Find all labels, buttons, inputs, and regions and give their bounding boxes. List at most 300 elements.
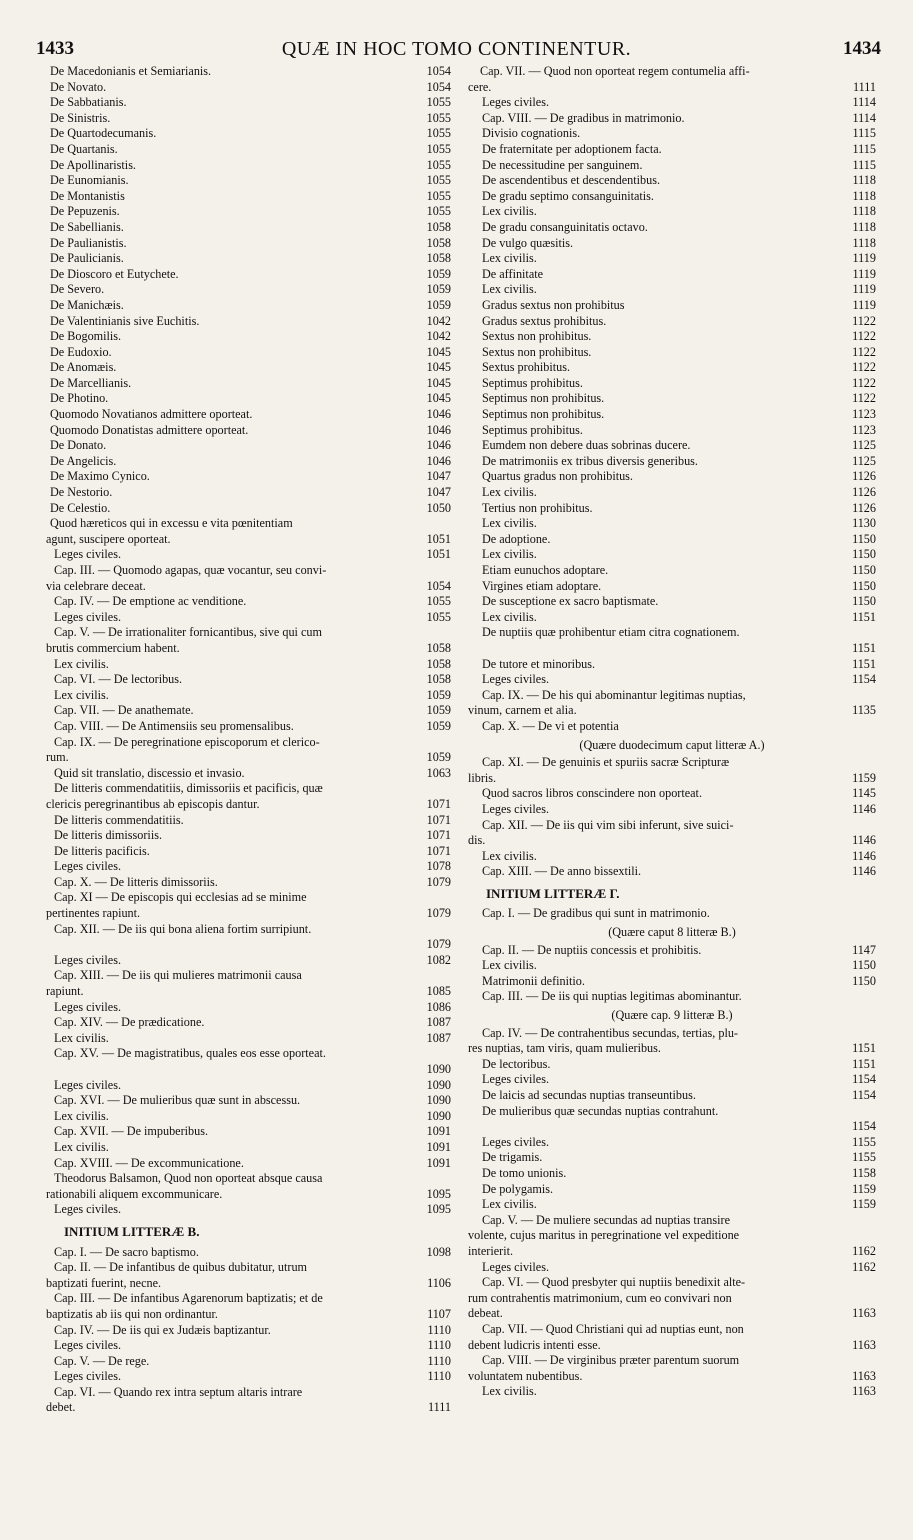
index-entry (46, 158, 451, 174)
column-number: 1150 (852, 547, 876, 562)
column-number: 1058 (426, 235, 451, 250)
index-entry (46, 454, 451, 470)
index-entry (468, 719, 876, 735)
entry-text: Cap. II. — De nuptiis concessis et prohibitis. (482, 942, 702, 957)
entry-text: rum contrahentis matrimonium, cum eo convivari non (468, 1290, 732, 1305)
column-number: 1114 (852, 110, 876, 125)
index-entry (46, 298, 451, 314)
column-number: 1125 (852, 453, 876, 468)
column-number: 1059 (426, 703, 451, 718)
index-entry (468, 943, 876, 959)
index-entry (468, 579, 876, 595)
index-entry (468, 703, 876, 719)
entry-text: De Sinistris. (50, 110, 111, 125)
index-entry (468, 1166, 876, 1182)
index-entry (46, 1109, 451, 1125)
entry-text: Septimus non prohibitus. (482, 391, 605, 406)
entry-text: De Macedonianis et Semiarianis. (50, 64, 212, 78)
index-entry (468, 1182, 876, 1198)
column-number: 1058 (426, 640, 451, 655)
entry-text: Cap. IV. — De contrahentibus secundas, tertias, plu- (482, 1025, 738, 1040)
column-number: 1122 (852, 360, 876, 375)
index-entry (46, 563, 451, 579)
column-number: 1119 (852, 297, 876, 312)
entry-text: res nuptias, tam viris, quam mulieribus. (468, 1041, 661, 1056)
index-entry (46, 797, 451, 813)
index-entry (468, 906, 876, 922)
entry-text: Cap. III. — De infantibus Agarenorum baptizatis; et de (54, 1291, 323, 1306)
index-entry (46, 204, 451, 220)
index-entry (46, 906, 451, 922)
column-number: 1055 (426, 141, 451, 156)
index-entry (468, 625, 876, 641)
entry-text: Eumdem non debere duas sobrinas ducere. (482, 438, 691, 453)
column-number: 1154 (852, 1072, 876, 1087)
entry-text: De fraternitate per adoptionem facta. (482, 141, 662, 156)
index-entry (468, 1306, 876, 1322)
entry-text: De Quartodecumanis. (50, 126, 157, 141)
column-number: 1122 (852, 329, 876, 344)
entry-text: Cap. VIII. — De virginibus præter parentum suorum (482, 1353, 740, 1368)
entry-text: De nuptiis quæ prohibentur etiam citra cognationem. (482, 625, 740, 640)
index-entry (46, 657, 451, 673)
index-entry (46, 828, 451, 844)
index-entry (468, 771, 876, 787)
column-number: 1115 (852, 126, 876, 141)
column-number: 1145 (852, 786, 876, 801)
entry-text: Lex civilis. (482, 848, 537, 863)
entry-text: dis. (468, 833, 486, 848)
index-entry (46, 1202, 451, 1218)
column-number: 1071 (426, 796, 451, 811)
entry-text: Quartus gradus non prohibitus. (482, 469, 633, 484)
column-number: 1045 (426, 391, 451, 406)
column-number: 1118 (852, 235, 876, 250)
entry-text: Leges civiles. (54, 999, 122, 1014)
entry-text: Sextus non prohibitus. (482, 329, 592, 344)
column-number: 1151 (852, 1056, 876, 1071)
entry-text: Gradus sextus non prohibitus (482, 297, 625, 312)
entry-text: De Nestorio. (50, 485, 113, 500)
entry-text: Cap. VIII. — De Antimensiis seu promensalibus. (54, 718, 294, 733)
column-number: 1146 (852, 848, 876, 863)
column-number: 1110 (427, 1353, 451, 1368)
index-entry (46, 703, 451, 719)
index-entry (46, 1245, 451, 1261)
index-entry (468, 1088, 876, 1104)
entry-text: Leges civiles. (482, 672, 550, 687)
index-entry (46, 407, 451, 423)
entry-text: De Angelicis. (50, 453, 117, 468)
entry-text: Cap. VI. — Quod presbyter qui nuptiis benedixit alte- (482, 1275, 746, 1290)
entry-text: De matrimoniis ex tribus diversis generibus. (482, 453, 698, 468)
index-entry (468, 1244, 876, 1260)
entry-text: Cap. XI. — De genuinis et spuriis sacræ Scripturæ (482, 755, 730, 770)
index-entry (46, 859, 451, 875)
index-entry (46, 890, 451, 906)
index-entry (46, 968, 451, 984)
index-entry (468, 864, 876, 880)
index-entry (46, 688, 451, 704)
index-entry (468, 485, 876, 501)
entry-text: Cap. VII. — Quod Christiani qui ad nuptias eunt, non (482, 1321, 744, 1336)
column-number: 1058 (426, 672, 451, 687)
index-entry (46, 189, 451, 205)
column-number: 1058 (426, 219, 451, 234)
entry-text: (Quære caput 8 litteræ B.) (608, 925, 736, 940)
column-number: 1150 (852, 958, 876, 973)
entry-text: Sextus non prohibitus. (482, 344, 592, 359)
entry-text: Leges civiles. (54, 859, 122, 874)
index-entry (468, 282, 876, 298)
entry-text: Septimus non prohibitus. (482, 407, 605, 422)
entry-text: Lex civilis. (54, 1139, 109, 1154)
index-entry (468, 1072, 876, 1088)
entry-text: Lex civilis. (482, 485, 537, 500)
index-entry (468, 111, 876, 127)
index-entry (46, 1078, 451, 1094)
column-number: 1055 (426, 173, 451, 188)
column-number: 1126 (852, 500, 876, 515)
entry-text: Cap. VIII. — De gradibus in matrimonio. (482, 110, 685, 125)
index-entry (46, 1260, 451, 1276)
entry-text: libris. (468, 770, 497, 785)
column-number: 1110 (427, 1369, 451, 1384)
index-entry (468, 438, 876, 454)
column-number: 1071 (426, 828, 451, 843)
entry-text: De laicis ad secundas nuptias transeuntibus. (482, 1088, 696, 1102)
entry-text: Cap. XII. — De iis qui vim sibi inferunt, sive suici- (482, 817, 734, 832)
entry-text: De litteris commendatitiis, dimissoriis et pacificis, quæ (54, 781, 323, 796)
column-number: 1150 (852, 563, 876, 577)
entry-text: Cap. I. — De sacro baptismo. (54, 1244, 199, 1259)
entry-text: Leges civiles. (54, 1202, 122, 1217)
entry-text: INITIUM LITTERÆ Γ. (486, 885, 620, 901)
entry-text: De gradu consanguinitatis octavo. (482, 219, 648, 234)
entry-text: De Eunomianis. (50, 173, 129, 188)
entry-text: De ascendentibus et descendentibus. (482, 173, 661, 188)
column-number: 1046 (426, 438, 451, 453)
index-entry (468, 267, 876, 283)
entry-text: agunt, suscipere oporteat. (46, 531, 171, 546)
entry-text: De Severo. (50, 282, 105, 297)
page-number-right: 1434 (843, 38, 881, 59)
column-number: 1095 (426, 1186, 451, 1201)
column-number: 1091 (426, 1124, 451, 1139)
column-number: 1055 (426, 609, 451, 624)
column-number: 1098 (426, 1244, 451, 1259)
index-entry (46, 391, 451, 407)
column-number: 1079 (426, 937, 451, 952)
index-entry (468, 989, 876, 1005)
index-entry (46, 1385, 451, 1401)
entry-text: Cap. V. — De irrationaliter fornicantibus, sive qui cum (54, 625, 322, 640)
index-entry (468, 1150, 876, 1166)
index-entry (468, 594, 876, 610)
cross-reference (468, 922, 876, 943)
index-entry (468, 1338, 876, 1354)
index-entry (46, 984, 451, 1000)
entry-text: De tutore et minoribus. (482, 656, 596, 671)
section-heading (468, 880, 876, 907)
index-entry (468, 1228, 876, 1244)
index-entry (46, 953, 451, 969)
entry-text: Cap. XV. — De magistratibus, quales eos esse oporteat. (54, 1046, 326, 1061)
entry-text: De mulieribus quæ secundas nuptias contrahunt. (482, 1103, 719, 1118)
column-number: 1051 (426, 547, 451, 562)
entry-text: Septimus prohibitus. (482, 375, 583, 390)
entry-text: De adoptione. (482, 531, 551, 546)
index-entry (468, 1104, 876, 1120)
column-number: 1154 (852, 1119, 876, 1134)
entry-text: Lex civilis. (482, 204, 537, 219)
column-number: 1090 (426, 1077, 451, 1092)
column-number: 1162 (852, 1243, 876, 1258)
column-number: 1159 (852, 770, 876, 785)
index-entry (46, 875, 451, 891)
column-number: 1151 (852, 640, 876, 655)
index-entry (46, 423, 451, 439)
index-entry (468, 64, 876, 80)
entry-text: Lex civilis. (54, 1108, 109, 1123)
entry-text: Cap. XII. — De iis qui bona aliena fortim surripiunt. (54, 921, 312, 936)
index-entry (468, 818, 876, 834)
column-number: 1150 (852, 531, 876, 546)
index-entry (46, 672, 451, 688)
index-entry (468, 672, 876, 688)
entry-text: De polygamis. (482, 1181, 554, 1196)
index-entry (468, 469, 876, 485)
index-entry (46, 1062, 451, 1078)
column-number: 1151 (852, 1041, 876, 1056)
column-number: 1059 (426, 282, 451, 297)
entry-text: De Donato. (50, 438, 107, 453)
column-number: 1147 (852, 942, 876, 957)
index-entry (46, 95, 451, 111)
column-number: 1150 (852, 594, 876, 609)
column-number: 1055 (426, 204, 451, 219)
column-number: 1042 (426, 313, 451, 328)
entry-text: Cap. II. — De infantibus de quibus dubitatur, utrum (54, 1260, 308, 1275)
index-entry (46, 282, 451, 298)
column-number: 1119 (852, 251, 876, 266)
entry-text: Leges civiles. (54, 1369, 122, 1384)
entry-text: pertinentes rapiunt. (46, 906, 141, 921)
column-number: 1082 (426, 952, 451, 967)
index-entry (468, 1275, 876, 1291)
column-number: 1086 (426, 999, 451, 1014)
entry-text: Tertius non prohibitus. (482, 500, 593, 515)
entry-text: interierit. (468, 1243, 514, 1258)
column-number: 1159 (852, 1197, 876, 1212)
column-number: 1087 (426, 1030, 451, 1045)
index-entry (46, 173, 451, 189)
column-number: 1135 (852, 703, 876, 718)
entry-text: Leges civiles. (54, 1077, 122, 1092)
entry-text: Lex civilis. (54, 656, 109, 671)
entry-text: (Quære duodecimum caput litteræ A.) (579, 737, 765, 752)
index-entry (468, 1135, 876, 1151)
index-entry (468, 547, 876, 563)
index-entry (46, 1354, 451, 1370)
index-entry (46, 1031, 451, 1047)
index-entry (468, 189, 876, 205)
entry-text: Leges civiles. (482, 1072, 550, 1087)
index-entry (468, 849, 876, 865)
entry-text: Matrimonii definitio. (482, 973, 585, 988)
entry-text: Lex civilis. (482, 958, 537, 973)
index-entry (468, 454, 876, 470)
column-number: 1119 (852, 266, 876, 281)
entry-text: volente, cujus maritus in peregrinatione vel expeditione (468, 1228, 740, 1243)
entry-text: rationabili aliquem excommunicare. (46, 1186, 223, 1201)
column-number: 1155 (852, 1134, 876, 1149)
index-entry (468, 1384, 876, 1400)
index-entry (46, 1124, 451, 1140)
column-number: 1123 (852, 407, 876, 422)
index-entry (46, 501, 451, 517)
index-entry (468, 1213, 876, 1229)
entry-text: clericis peregrinantibus ab episcopis dantur. (46, 796, 260, 811)
column-number: 1071 (426, 843, 451, 858)
column-number: 1079 (426, 906, 451, 921)
index-entry (468, 1041, 876, 1057)
index-entry (468, 958, 876, 974)
index-entry (46, 1093, 451, 1109)
entry-text: De Celestio. (50, 500, 111, 515)
entry-text: Cap. XIII. — De anno bissextili. (482, 864, 642, 879)
index-entry (46, 610, 451, 626)
entry-text: Leges civiles. (482, 1134, 550, 1149)
column-number: 1091 (426, 1139, 451, 1154)
entry-text: Divisio cognationis. (482, 126, 581, 141)
page-number-left: 1433 (36, 38, 74, 59)
index-entry (468, 641, 876, 657)
index-entry (468, 360, 876, 376)
entry-text: De Montanistis (50, 188, 125, 203)
column-number: 1058 (426, 656, 451, 671)
index-entry (468, 1057, 876, 1073)
index-entry (46, 1140, 451, 1156)
column-number: 1122 (852, 391, 876, 406)
entry-text: rapiunt. (46, 984, 84, 999)
column-number: 1055 (426, 110, 451, 125)
index-entry (468, 1291, 876, 1307)
entry-text: Cap. XVIII. — De excommunicatione. (54, 1155, 244, 1170)
column-number: 1158 (852, 1165, 876, 1180)
column-number: 1078 (426, 859, 451, 874)
entry-text: rum. (46, 750, 69, 765)
index-entry (468, 376, 876, 392)
index-entry (46, 547, 451, 563)
index-entry (46, 126, 451, 142)
column-number: 1154 (852, 672, 876, 687)
column-number: 1059 (426, 687, 451, 702)
entry-text: (Quære cap. 9 litteræ B.) (611, 1008, 733, 1023)
column-number: 1122 (852, 313, 876, 328)
index-entry (46, 142, 451, 158)
index-entry (468, 423, 876, 439)
index-entry (468, 80, 876, 96)
running-title: QUÆ IN HOC TOMO CONTINENTUR. (281, 38, 632, 60)
entry-text: Leges civiles. (54, 547, 122, 562)
column-number: 1123 (852, 422, 876, 437)
left-column (46, 64, 451, 1416)
entry-text: brutis commercium habent. (46, 640, 180, 655)
index-entry (468, 1322, 876, 1338)
entry-text: Lex civilis. (482, 516, 537, 531)
entry-text: Cap. III. — Quomodo agapas, quæ vocantur, seu convi- (54, 563, 327, 577)
column-number: 1111 (427, 1400, 451, 1415)
entry-text: Lex civilis. (482, 1384, 537, 1399)
index-entry (46, 579, 451, 595)
entry-text: Lex civilis. (54, 687, 109, 702)
column-number: 1059 (426, 750, 451, 765)
entry-text: via celebrare deceat. (46, 578, 146, 593)
page-header (0, 38, 913, 62)
index-entry (468, 142, 876, 158)
column-number: 1058 (426, 251, 451, 266)
column-number: 1050 (426, 500, 451, 515)
column-number: 1163 (852, 1384, 876, 1399)
right-column (468, 64, 876, 1400)
column-number: 1054 (426, 64, 451, 78)
entry-text: Cap. IX. — De peregrinatione episcoporum et clerico- (54, 734, 320, 749)
entry-text: De susceptione ex sacro baptismate. (482, 594, 659, 609)
entry-text: Theodorus Balsamon, Quod non oporteat absque causa (54, 1171, 323, 1186)
index-entry (46, 516, 451, 532)
entry-text: cere. (468, 79, 492, 94)
column-number: 1115 (852, 157, 876, 172)
entry-text: Cap. VI. — Quando rex intra septum altaris intrare (54, 1384, 303, 1399)
column-number: 1130 (852, 516, 876, 531)
index-entry (46, 641, 451, 657)
entry-text: Cap. VII. — Quod non oporteat regem contumelia affi- (480, 64, 750, 78)
entry-text: De Valentinianis sive Euchitis. (50, 313, 200, 328)
index-entry (468, 173, 876, 189)
column-number: 1159 (852, 1181, 876, 1196)
index-entry (468, 755, 876, 771)
index-entry (468, 1026, 876, 1042)
entry-text: Cap. XVI. — De mulieribus quæ sunt in abscessu. (54, 1093, 301, 1108)
column-number: 1071 (426, 812, 451, 827)
entry-text: Cap. I. — De gradibus qui sunt in matrimonio. (482, 906, 710, 921)
index-entry (468, 95, 876, 111)
index-entry (46, 1015, 451, 1031)
column-number: 1111 (852, 79, 876, 94)
index-entry (468, 802, 876, 818)
index-entry (468, 236, 876, 252)
entry-text: baptizati fuerint, necne. (46, 1275, 162, 1290)
index-entry (468, 391, 876, 407)
column-number: 1118 (852, 188, 876, 203)
column-number: 1095 (426, 1202, 451, 1217)
column-number: 1063 (426, 765, 451, 780)
entry-text: De Bogomilis. (50, 329, 122, 344)
entry-text: Leges civiles. (54, 609, 122, 624)
entry-text: De Maximo Cynico. (50, 469, 150, 484)
index-entry (46, 360, 451, 376)
index-entry (46, 1323, 451, 1339)
index-entry (46, 1156, 451, 1172)
entry-text: De Marcellianis. (50, 375, 132, 390)
index-entry (46, 719, 451, 735)
index-entry (468, 329, 876, 345)
entry-text: debet. (46, 1400, 76, 1415)
index-entry (468, 610, 876, 626)
entry-text: De Novato. (50, 79, 107, 94)
column-number: 1154 (852, 1088, 876, 1102)
